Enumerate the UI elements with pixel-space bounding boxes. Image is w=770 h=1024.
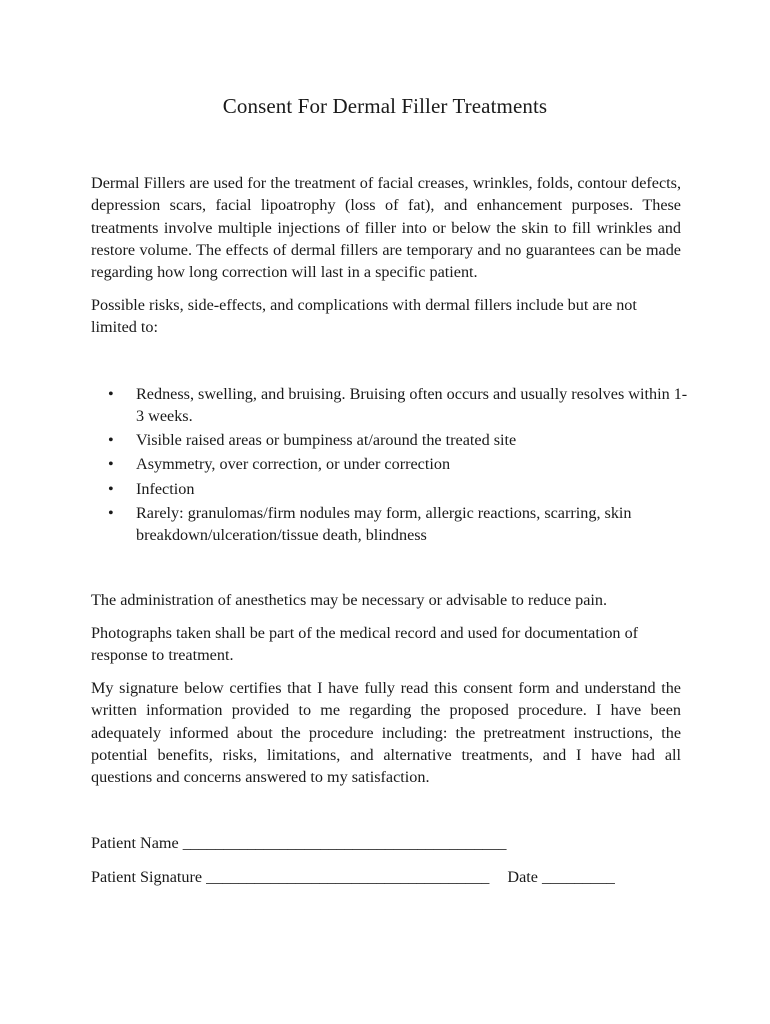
anesthetics-paragraph: The administration of anesthetics may be necessary or advisable to reduce pain. [91, 591, 608, 609]
risk-text: Rarely: granulomas/firm nodules may form, allergic reactions, scarring, skin breakdown/ulceration/tissue death, blindness [136, 503, 632, 544]
risk-text: Redness, swelling, and bruising. Bruising often occurs and usually resolves within 1-3 weeks. [136, 385, 688, 426]
patient-name-field[interactable]: ________________________________________ [182, 834, 507, 852]
patient-signature-field[interactable]: ___________________________________ [206, 868, 490, 886]
patient-name-row [91, 832, 506, 854]
list-item [108, 429, 688, 451]
bullet-icon: • [108, 503, 114, 522]
date-label: Date [507, 868, 538, 886]
patient-signature-row [91, 866, 615, 888]
list-item [108, 478, 688, 500]
risk-text: Asymmetry, over correction, or under correction [136, 455, 451, 474]
bullet-icon: • [108, 455, 114, 474]
document-title: Consent For Dermal Filler Treatments [222, 94, 548, 118]
bullet-icon: • [108, 431, 114, 450]
patient-name-label: Patient Name [91, 834, 179, 852]
risks-intro-paragraph: Possible risks, side-effects, and complications with dermal fillers include but are not limited to: [91, 296, 637, 337]
risk-list [108, 383, 688, 548]
bullet-icon: • [108, 385, 114, 403]
intro-paragraph: Dermal Fillers are used for the treatment of facial creases, wrinkles, folds, contour defects, depression scars, facial lipoatrophy (loss of fat), and enhancement purposes. These treatments involve multiple injections of filler into or below the skin to fill wrinkles and restore volume. The effects of dermal fillers are temporary and no guarantees can be made regarding how long correction will last in a specific patient. [91, 174, 681, 282]
bullet-icon: • [108, 479, 114, 498]
photographs-paragraph: Photographs taken shall be part of the medical record and used for documentation of response to treatment. [91, 624, 639, 665]
certification-paragraph: My signature below certifies that I have fully read this consent form and understand the written information provided to me regarding the proposed procedure. I have been adequately informed about the procedure including: the pretreatment instructions, the potential benefits, risks, limitations, and alternative treatments, and I have had all questions and concerns answered to my satisfaction. [91, 679, 681, 787]
date-field[interactable]: _________ [542, 868, 615, 886]
risk-text: Infection [136, 479, 195, 498]
list-item [108, 453, 688, 475]
list-item [108, 383, 688, 428]
risk-text: Visible raised areas or bumpiness at/around the treated site [136, 431, 517, 450]
list-item [108, 502, 688, 547]
patient-signature-label: Patient Signature [91, 868, 203, 886]
